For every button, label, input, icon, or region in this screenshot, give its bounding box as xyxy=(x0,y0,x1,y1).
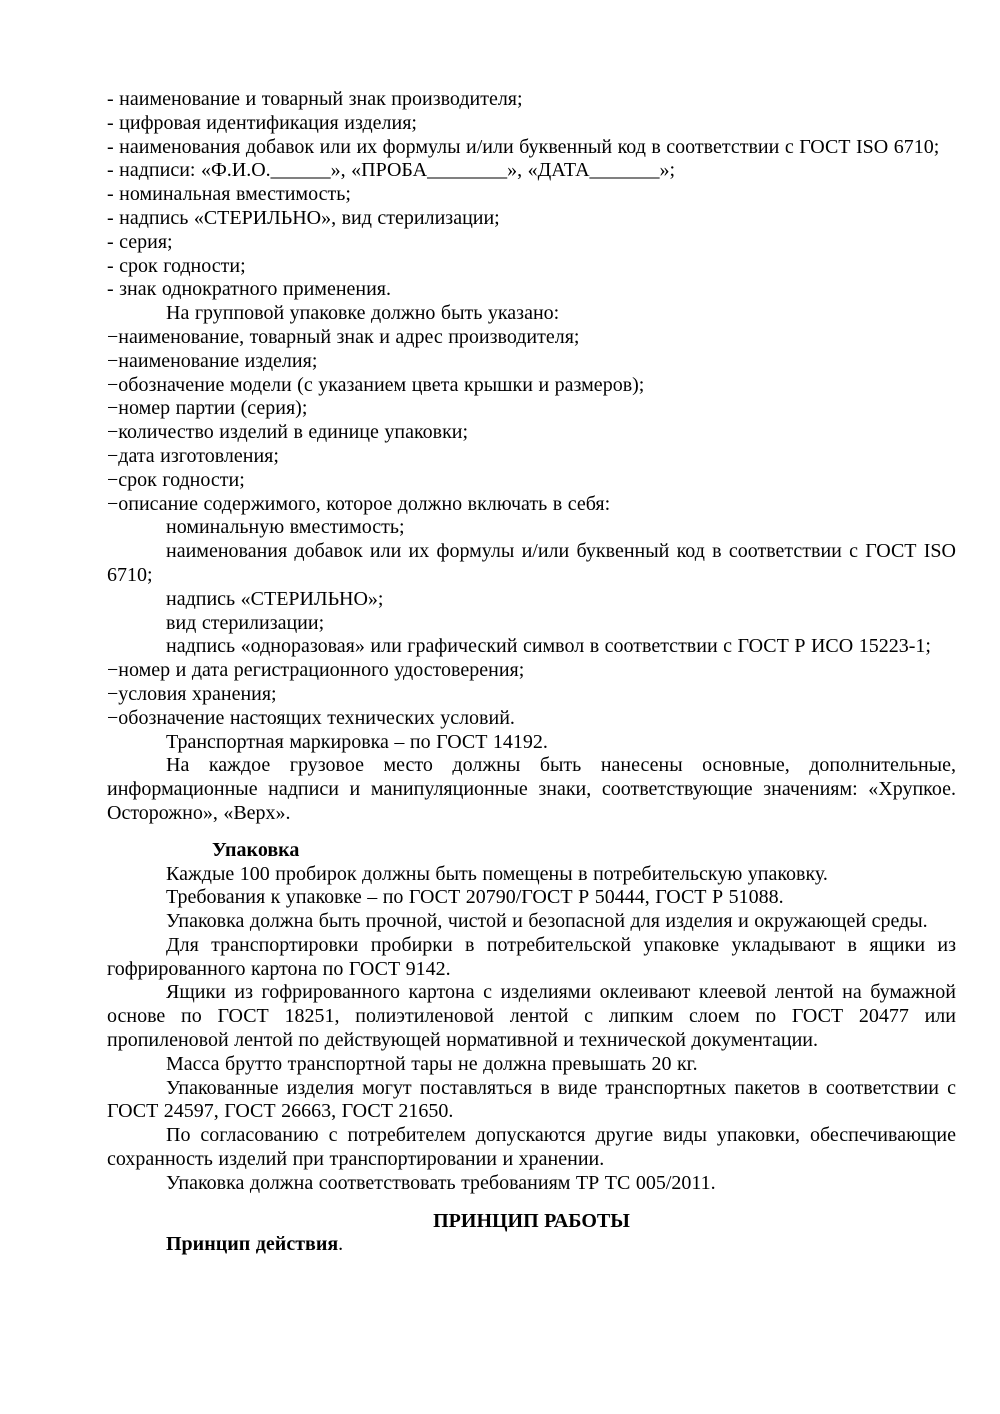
paragraph: Упаковка должна соответствовать требованиям ТР ТС 005/2011. xyxy=(166,1171,716,1194)
list-item: - серия; xyxy=(107,230,173,253)
section-heading: Упаковка xyxy=(212,838,300,861)
paragraph: Транспортная маркировка – по ГОСТ 14192. xyxy=(166,730,548,753)
paragraph: Ящики из гофрированного картона с изделиями оклеивают клеевой лентой на бумажной основе по ГОСТ 18251, полиэтиленовой лентой с липким слоем по ГОСТ 20477 или пропиленовой лентой по действующей нормативной и технической документации. xyxy=(107,981,956,1052)
list-item: −номер и дата регистрационного удостоверения; xyxy=(107,659,525,682)
list-item: - номинальная вместимость; xyxy=(107,183,351,206)
list-item: −дата изготовления; xyxy=(107,444,279,467)
list-item: - наименования добавок или их формулы и/или буквенный код в соответствии с ГОСТ ISO 6710; xyxy=(107,135,940,158)
list-item: - надпись «СТЕРИЛЬНО», вид стерилизации; xyxy=(107,206,500,229)
paragraph: номинальную вместимость; xyxy=(166,516,405,539)
paragraph-tail-text: . xyxy=(338,1233,344,1256)
paragraph: Каждые 100 пробирок должны быть помещены в потребительскую упаковку. xyxy=(166,862,828,885)
list-item: - цифровая идентификация изделия; xyxy=(107,111,417,134)
paragraph: наименования добавок или их формулы и/или буквенный код в соответствии с ГОСТ ISO 6710; xyxy=(107,540,956,586)
list-item: - надписи: «Ф.И.О.______», «ПРОБА________», «ДАТА_______»; xyxy=(107,159,676,182)
paragraph: По согласованию с потребителем допускаются другие виды упаковки, обеспечивающие сохранность изделий при транспортировании и хранении. xyxy=(107,1124,956,1171)
paragraph: надпись «СТЕРИЛЬНО»; xyxy=(166,587,384,610)
list-item: −номер партии (серия); xyxy=(107,397,308,420)
list-item: −срок годности; xyxy=(107,468,245,491)
paragraph: Требования к упаковке – по ГОСТ 20790/ГОСТ Р 50444, ГОСТ Р 51088. xyxy=(166,886,784,909)
list-item: - срок годности; xyxy=(107,254,246,277)
list-item: −наименование изделия; xyxy=(107,349,318,372)
list-item: - наименование и товарный знак производителя; xyxy=(107,88,523,110)
paragraph xyxy=(107,1233,956,1257)
list-item: −количество изделий в единице упаковки; xyxy=(107,421,469,444)
paragraph: Упакованные изделия могут поставляться в виде транспортных пакетов в соответствии с ГОСТ 24597, ГОСТ 26663, ГОСТ 21650. xyxy=(107,1076,956,1123)
paragraph: На групповой упаковке должно быть указано: xyxy=(166,302,560,325)
list-item: −обозначение настоящих технических условий. xyxy=(107,706,515,729)
paragraph: Для транспортировки пробирки в потребительской упаковке укладывают в ящики из гофрированного картона по ГОСТ 9142. xyxy=(107,933,956,980)
paragraph: На каждое грузовое место должны быть нанесены основные, дополнительные, информационные надписи и манипуляционные знаки, соответствующие значениям: «Хрупкое. Осторожно», «Верх». xyxy=(107,754,956,824)
list-item: −наименование, товарный знак и адрес производителя; xyxy=(107,325,580,348)
chapter-heading: ПРИНЦИП РАБОТЫ xyxy=(433,1209,630,1232)
paragraph: Упаковка должна быть прочной, чистой и безопасной для изделия и окружающей среды. xyxy=(166,910,928,933)
document-body xyxy=(107,88,956,1257)
paragraph: вид стерилизации; xyxy=(166,611,325,634)
list-item: −описание содержимого, которое должно включать в себя: xyxy=(107,492,611,515)
list-item: - знак однократного применения. xyxy=(107,278,392,301)
list-item: −условия хранения; xyxy=(107,682,277,705)
paragraph: надпись «одноразовая» или графический символ в соответствии с ГОСТ Р ИСО 15223-1; xyxy=(166,635,931,658)
bold-lead-text: Принцип действия xyxy=(166,1233,339,1256)
list-item: −обозначение модели (с указанием цвета крышки и размеров); xyxy=(107,373,645,396)
paragraph: Масса брутто транспортной тары не должна превышать 20 кг. xyxy=(166,1052,698,1075)
